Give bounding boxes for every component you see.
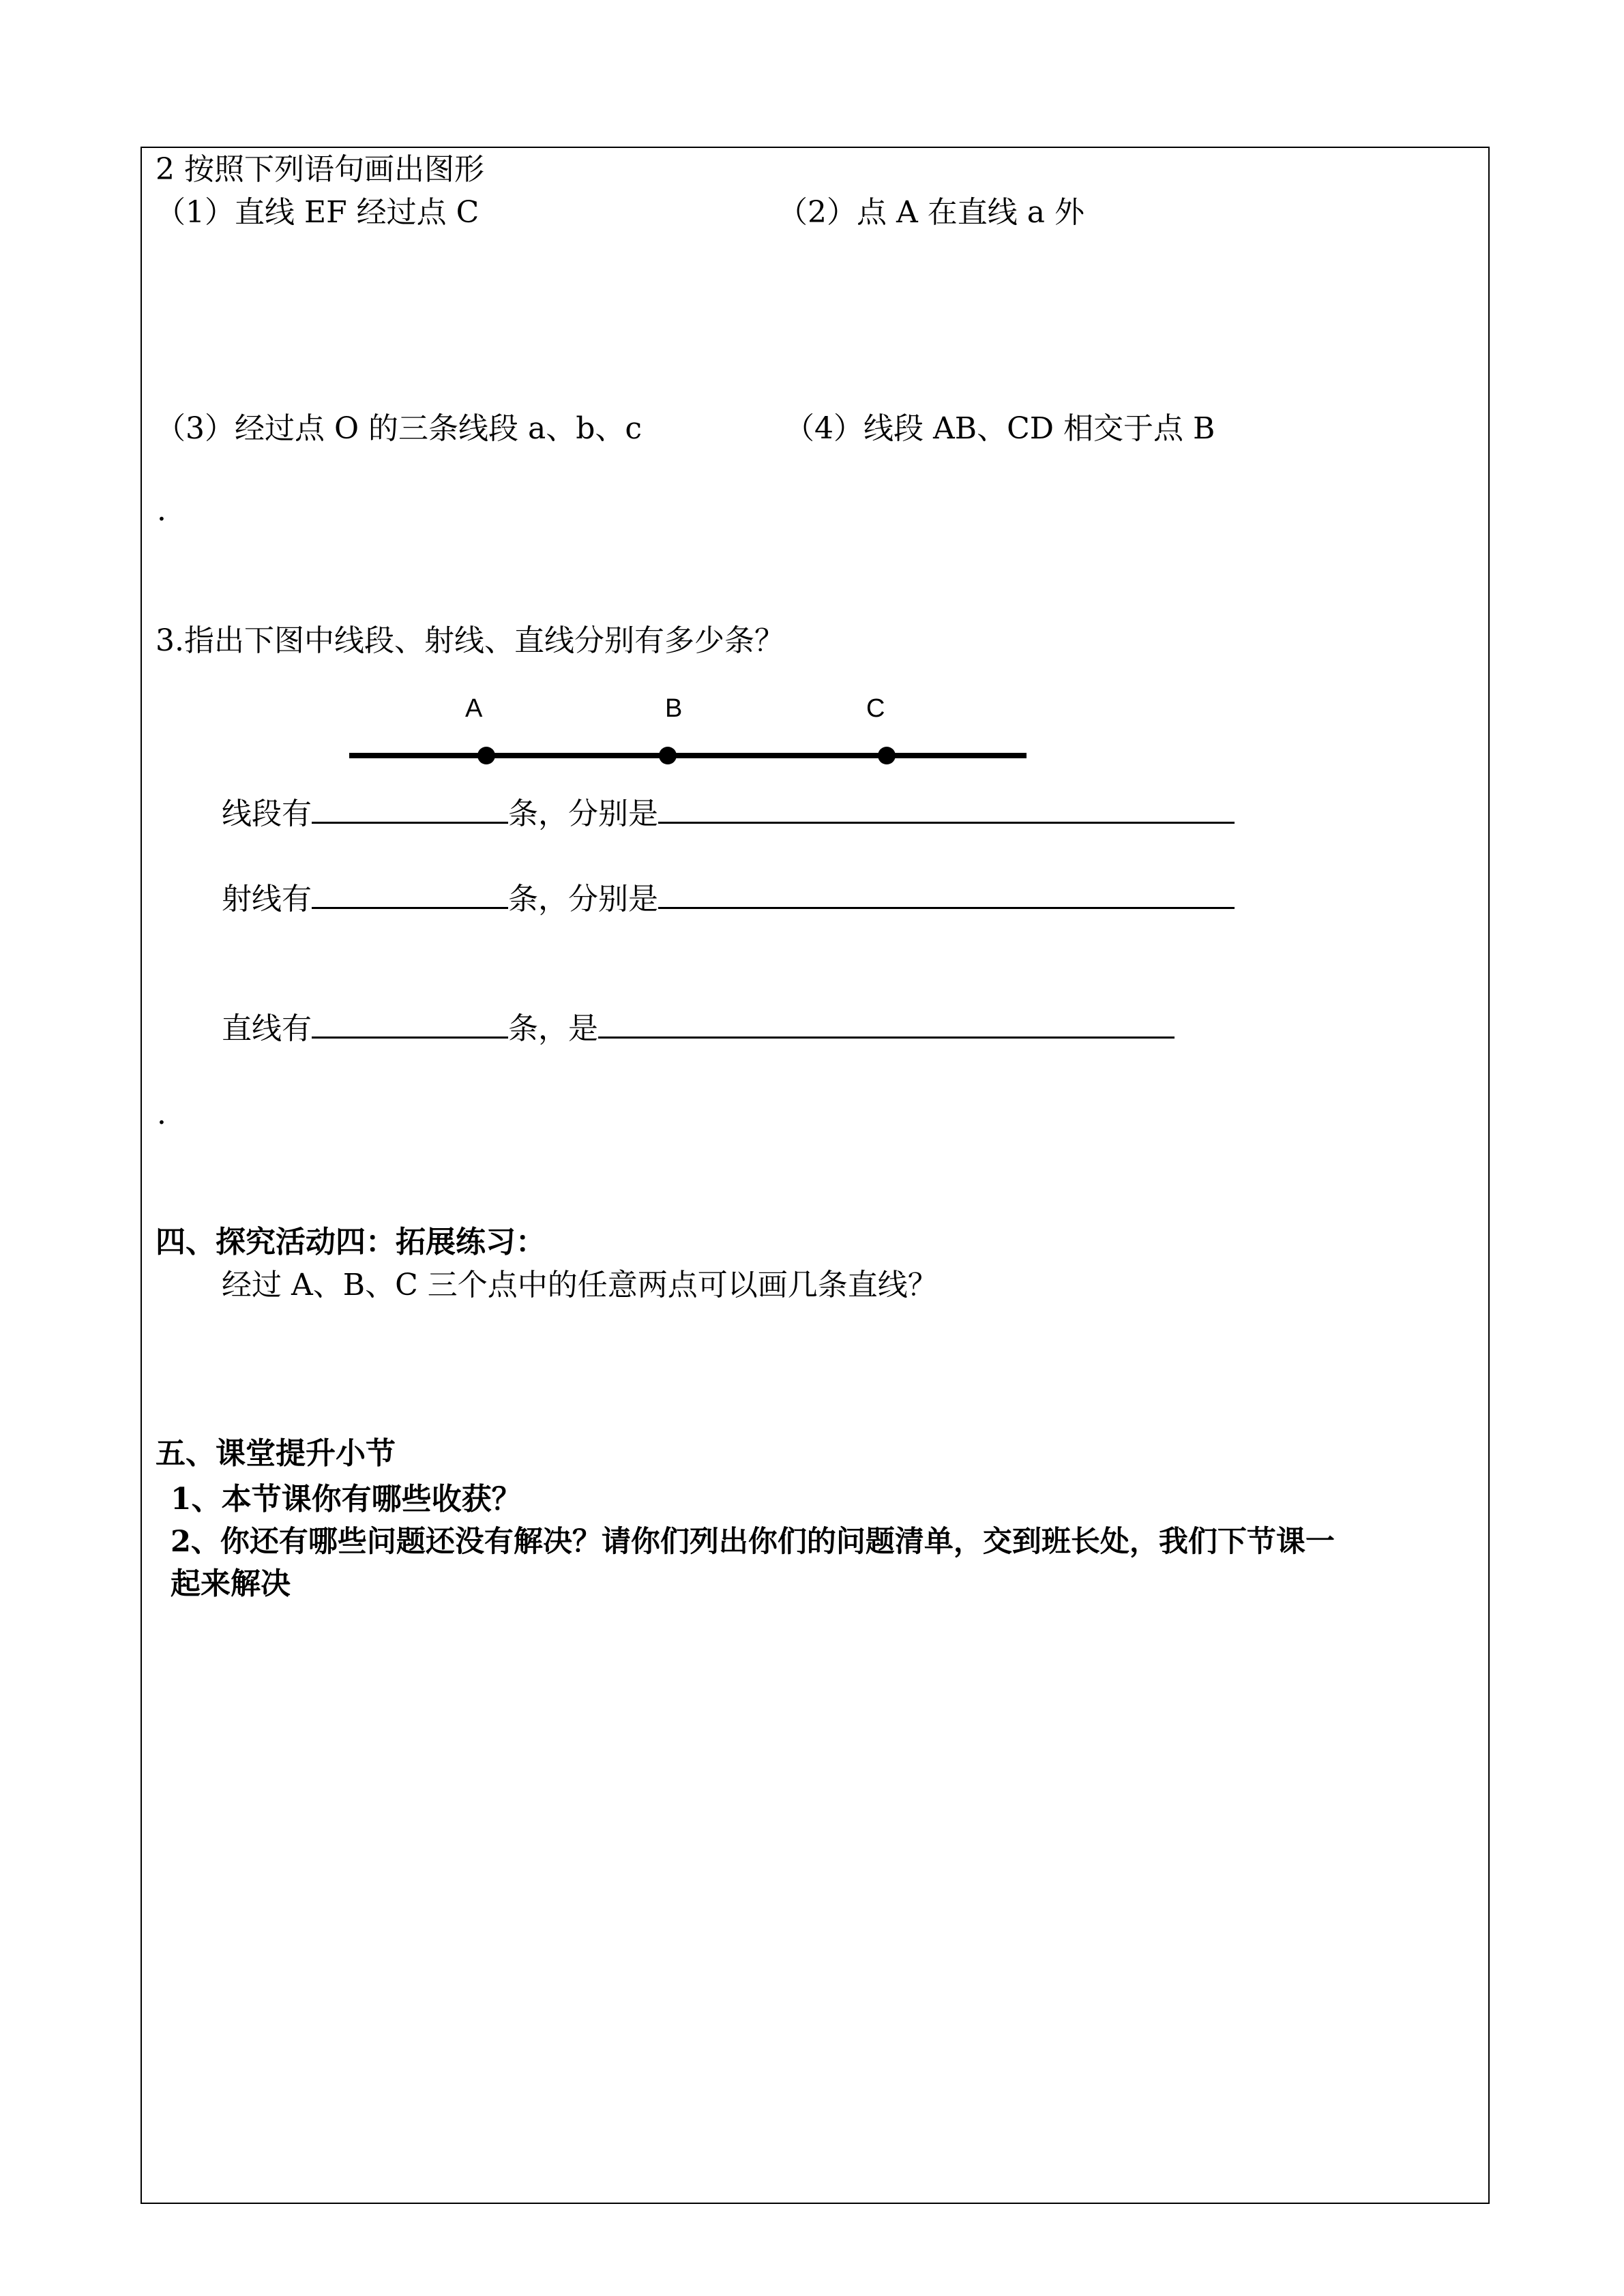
ray-list-blank[interactable] <box>658 880 1235 909</box>
segment-label-2: 条，分别是 <box>508 796 658 831</box>
q2-item-2: （2）点 A 在直线 a 外 <box>778 195 1084 230</box>
segment-label: 线段有 <box>222 796 312 831</box>
line-label-2: 条，是 <box>508 1011 598 1046</box>
ray-count-blank[interactable] <box>312 880 508 909</box>
q2-item-1: （1）直线 EF 经过点 C <box>156 195 479 230</box>
line-answer-line <box>222 1009 1175 1047</box>
point-a-label: A <box>465 694 483 723</box>
line-count-blank[interactable] <box>312 1009 508 1039</box>
segment-answer-line <box>222 794 1235 833</box>
section5-item-2-line-2: 起来解决 <box>171 1566 291 1601</box>
point-c-label: C <box>866 694 885 723</box>
line-label: 直线有 <box>222 1011 312 1046</box>
point-b-label: B <box>665 694 683 723</box>
section5-item-1: 1、本节课你有哪些收获？ <box>171 1482 522 1517</box>
point-c-dot <box>878 747 896 764</box>
point-b-dot <box>659 747 677 764</box>
stray-dot: · <box>157 502 166 537</box>
section4-heading: 四、探究活动四：拓展练习： <box>156 1225 546 1259</box>
section5-item-2-line-1: 2、你还有哪些问题还没有解决？请你们列出你们的问题清单，交到班长处，我们下节课一 <box>171 1525 1335 1559</box>
section5-heading: 五、课堂提升小节 <box>156 1436 396 1471</box>
ray-answer-line <box>222 880 1235 918</box>
section4-question: 经过 A、B、C 三个点中的任意两点可以画几条直线？ <box>222 1268 938 1302</box>
q2-item-4: （4）线段 AB、CD 相交于点 B <box>784 411 1215 446</box>
point-a-dot <box>477 747 495 764</box>
q2-title: 2 按照下列语句画出图形 <box>156 152 484 187</box>
ray-label-2: 条，分别是 <box>508 882 658 916</box>
q2-item-3: （3）经过点 O 的三条线段 a、b、c <box>156 411 643 446</box>
segment-count-blank[interactable] <box>312 794 508 824</box>
segment-list-blank[interactable] <box>658 794 1235 824</box>
ray-label: 射线有 <box>222 882 312 916</box>
line-list-blank[interactable] <box>598 1009 1175 1039</box>
stray-dot-2: · <box>157 1105 166 1140</box>
q3-title: 3.指出下图中线段、射线、直线分别有多少条？ <box>156 623 784 658</box>
